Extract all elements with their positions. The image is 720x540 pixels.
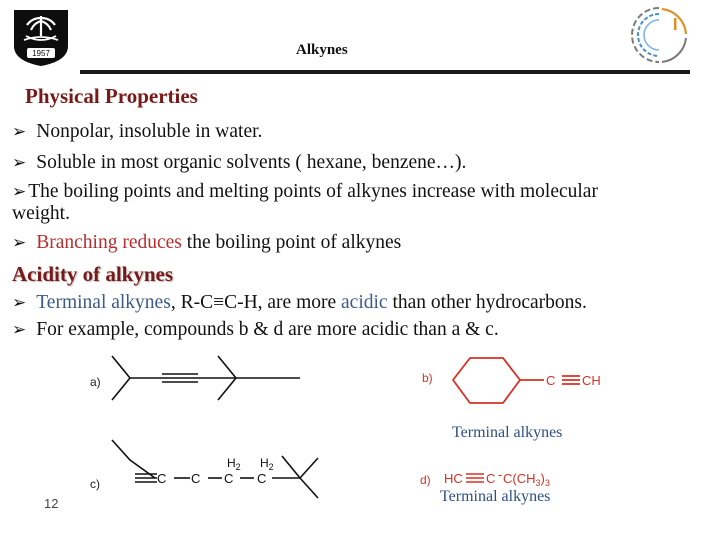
- caption-terminal-alkynes-d: Terminal alkynes: [440, 488, 551, 505]
- branching-highlight: Branching reduces: [36, 232, 182, 253]
- bullet-soluble: ➢ Soluble in most organic solvents ( hexane, benzene…).: [12, 152, 467, 173]
- structure-c-h2b: $H_2$: [260, 456, 274, 472]
- structure-c-c4: C: [257, 471, 267, 486]
- arrow-bullet-icon: ➢: [12, 153, 27, 173]
- department-badge-icon: [628, 4, 690, 66]
- university-logo: [10, 6, 72, 68]
- structure-c-c1: C: [157, 471, 167, 486]
- header-divider: [80, 70, 690, 74]
- bullet-boiling-points-cont: weight.: [12, 203, 70, 224]
- acidic-highlight: acidic: [341, 292, 388, 313]
- structure-b-label: b): [422, 371, 433, 385]
- structure-b: [453, 358, 580, 403]
- structure-c-c2: C: [191, 471, 201, 486]
- bullet-nonpolar: ➢ Nonpolar, insoluble in water.: [12, 121, 263, 142]
- structure-d-dash: -: [498, 467, 503, 482]
- bullet-example: ➢ For example, compounds b & d are more acidic than a & c.: [12, 319, 499, 340]
- structure-d-c: C: [486, 471, 496, 486]
- arrow-bullet-icon: ➢: [12, 320, 27, 340]
- structure-b-ch: CH: [582, 373, 601, 388]
- bullet-branching: ➢ Branching reduces the boiling point of alkynes: [12, 232, 402, 253]
- terminal-alkynes-highlight: Terminal alkynes: [36, 292, 171, 313]
- structure-d-hc: HC: [444, 471, 463, 486]
- bullet-terminal-alkynes: ➢ Terminal alkynes, R-C≡C-H, are more acidic than other hydrocarbons.: [12, 292, 587, 313]
- section-heading-acidity: Acidity of alkynes: [12, 262, 174, 286]
- arrow-bullet-icon: ➢: [12, 182, 27, 202]
- page-title: Alkynes: [296, 42, 348, 58]
- structure-a: [112, 356, 300, 400]
- structure-c-h2a: $H_2$: [227, 456, 241, 472]
- structure-c-c3: C: [224, 471, 234, 486]
- logo-year: 1957: [32, 49, 50, 58]
- caption-terminal-alkynes-b: Terminal alkynes: [452, 424, 563, 441]
- structure-d: [466, 474, 484, 482]
- structure-d-rest: $C(CH_3)_3$: [503, 471, 550, 488]
- structure-c-label: c): [90, 477, 100, 491]
- structure-a-label: a): [90, 375, 101, 389]
- section-heading-physical-properties: Physical Properties: [25, 84, 198, 108]
- arrow-bullet-icon: ➢: [12, 122, 27, 142]
- arrow-bullet-icon: ➢: [12, 233, 27, 253]
- page-number: 12: [44, 496, 59, 511]
- alkyne-structures: [0, 345, 720, 540]
- bullet-boiling-points: ➢ The boiling points and melting points of alkynes increase with molecular: [12, 181, 598, 202]
- structure-d-label: d): [420, 473, 431, 487]
- arrow-bullet-icon: ➢: [12, 293, 27, 313]
- structure-b-c: C: [546, 373, 556, 388]
- structure-c: [112, 440, 318, 498]
